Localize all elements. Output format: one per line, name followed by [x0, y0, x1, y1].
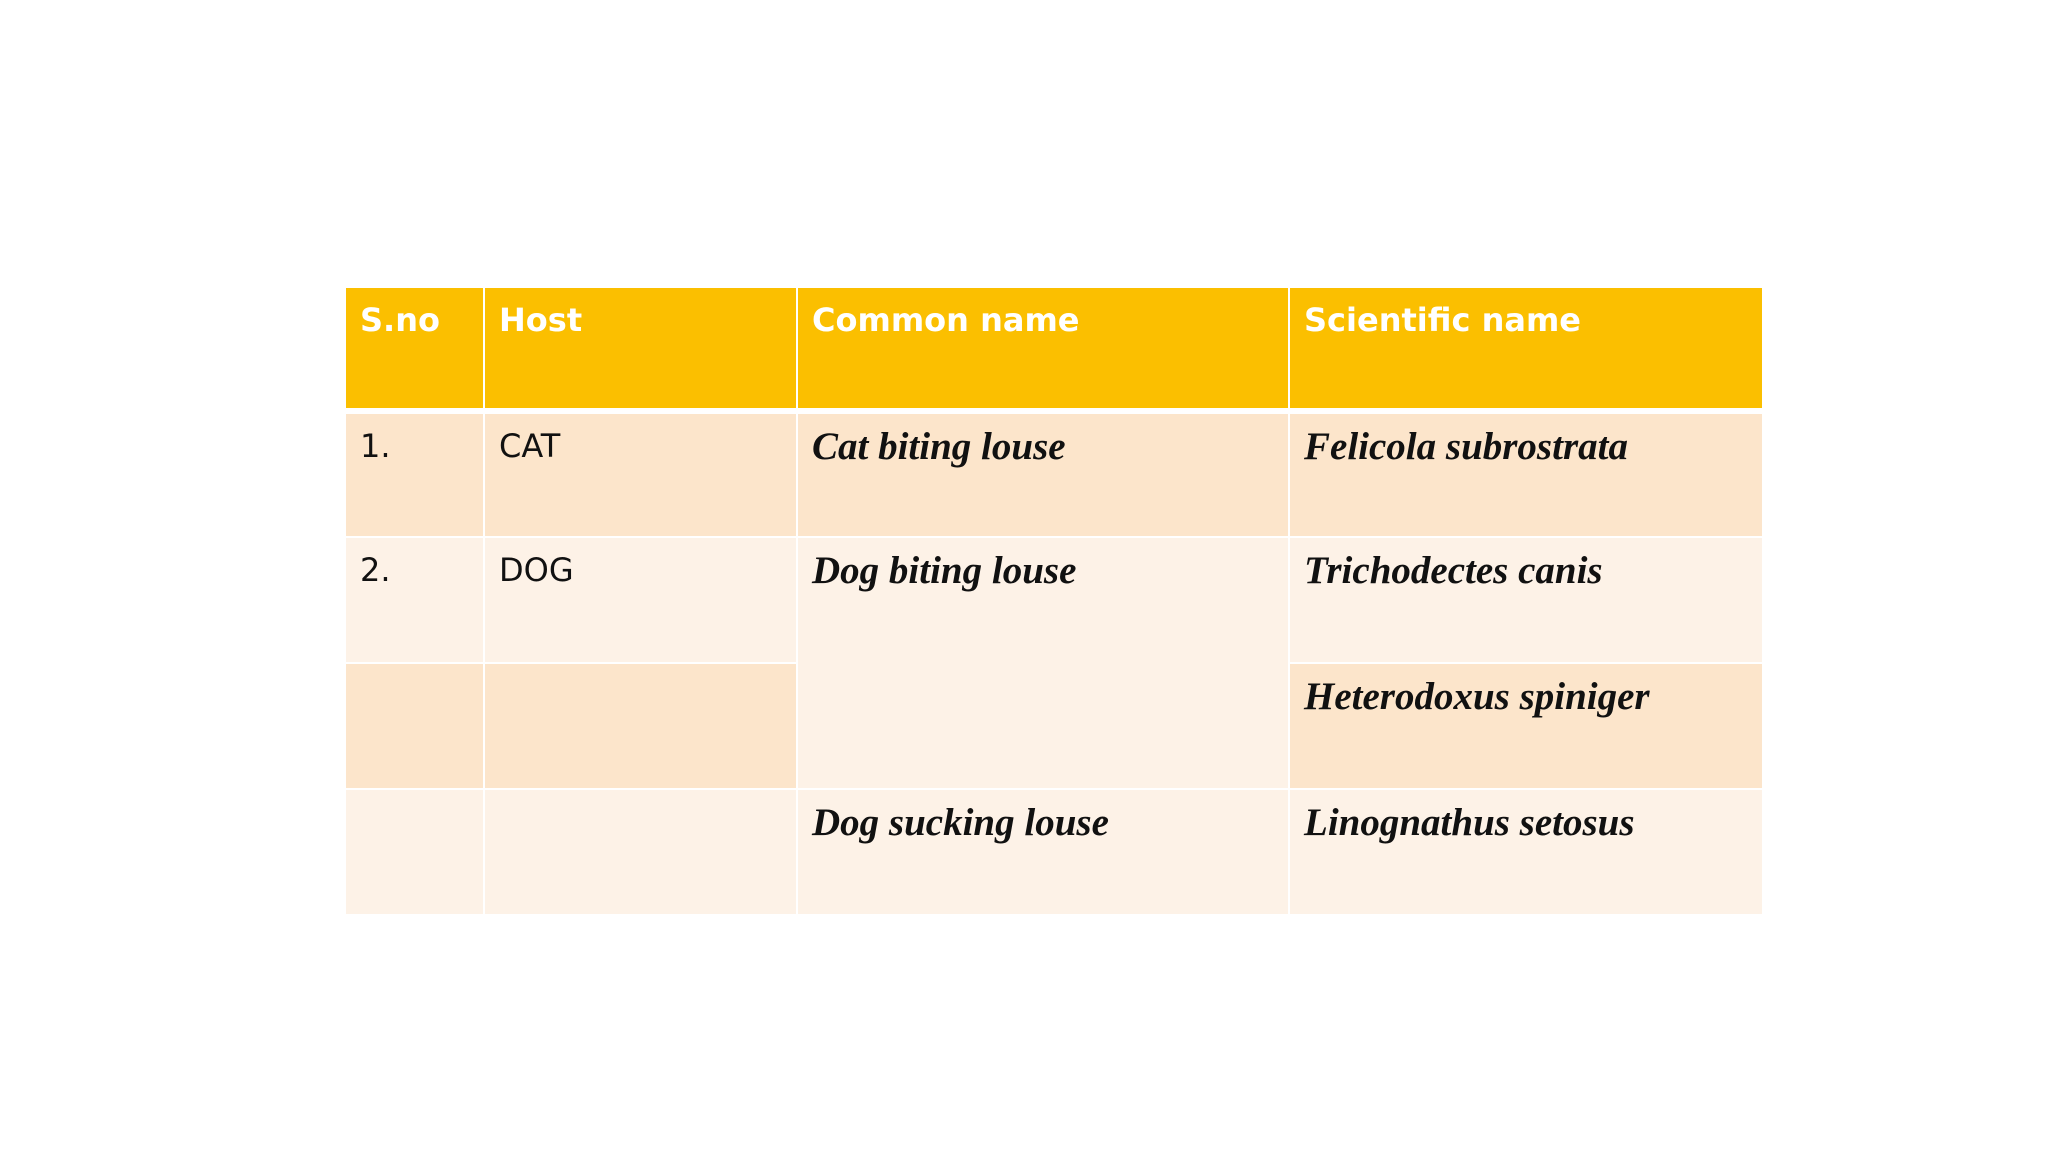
scientific-name-text: Trichodectes canis [1304, 549, 1603, 592]
scientific-name-text: Felicola subrostrata [1304, 425, 1628, 468]
cell-host [484, 537, 797, 663]
cell-sno [345, 411, 484, 537]
cell-host [484, 411, 797, 537]
cell-host [484, 789, 797, 915]
table-row [345, 537, 1763, 663]
cell-scientific-name [1289, 537, 1763, 663]
header-host: Host [484, 287, 797, 411]
header-sno: S.no [345, 287, 484, 411]
cell-common-name [797, 537, 1289, 789]
host-text: DOG [499, 551, 574, 589]
scientific-name-text: Heterodoxus spiniger [1304, 675, 1650, 718]
common-name-text: Dog biting louse [812, 549, 1077, 592]
header-common-name: Common name [797, 287, 1289, 411]
table-header-row [345, 287, 1763, 411]
table-row [345, 411, 1763, 537]
host-text: CAT [499, 427, 561, 465]
cell-sno [345, 537, 484, 663]
cell-scientific-name [1289, 789, 1763, 915]
cell-scientific-name [1289, 663, 1763, 789]
table-row [345, 789, 1763, 915]
cell-scientific-name [1289, 411, 1763, 537]
scientific-name-text: Linognathus setosus [1304, 801, 1635, 844]
cell-host [484, 663, 797, 789]
lice-host-table [344, 286, 1764, 916]
common-name-text: Cat biting louse [812, 425, 1066, 468]
cell-sno [345, 663, 484, 789]
cell-common-name [797, 789, 1289, 915]
common-name-text: Dog sucking louse [812, 801, 1109, 844]
header-scientific-name: Scientific name [1289, 287, 1763, 411]
sno-text: 2. [360, 551, 391, 589]
cell-common-name [797, 411, 1289, 537]
cell-sno [345, 789, 484, 915]
sno-text: 1. [360, 427, 391, 465]
